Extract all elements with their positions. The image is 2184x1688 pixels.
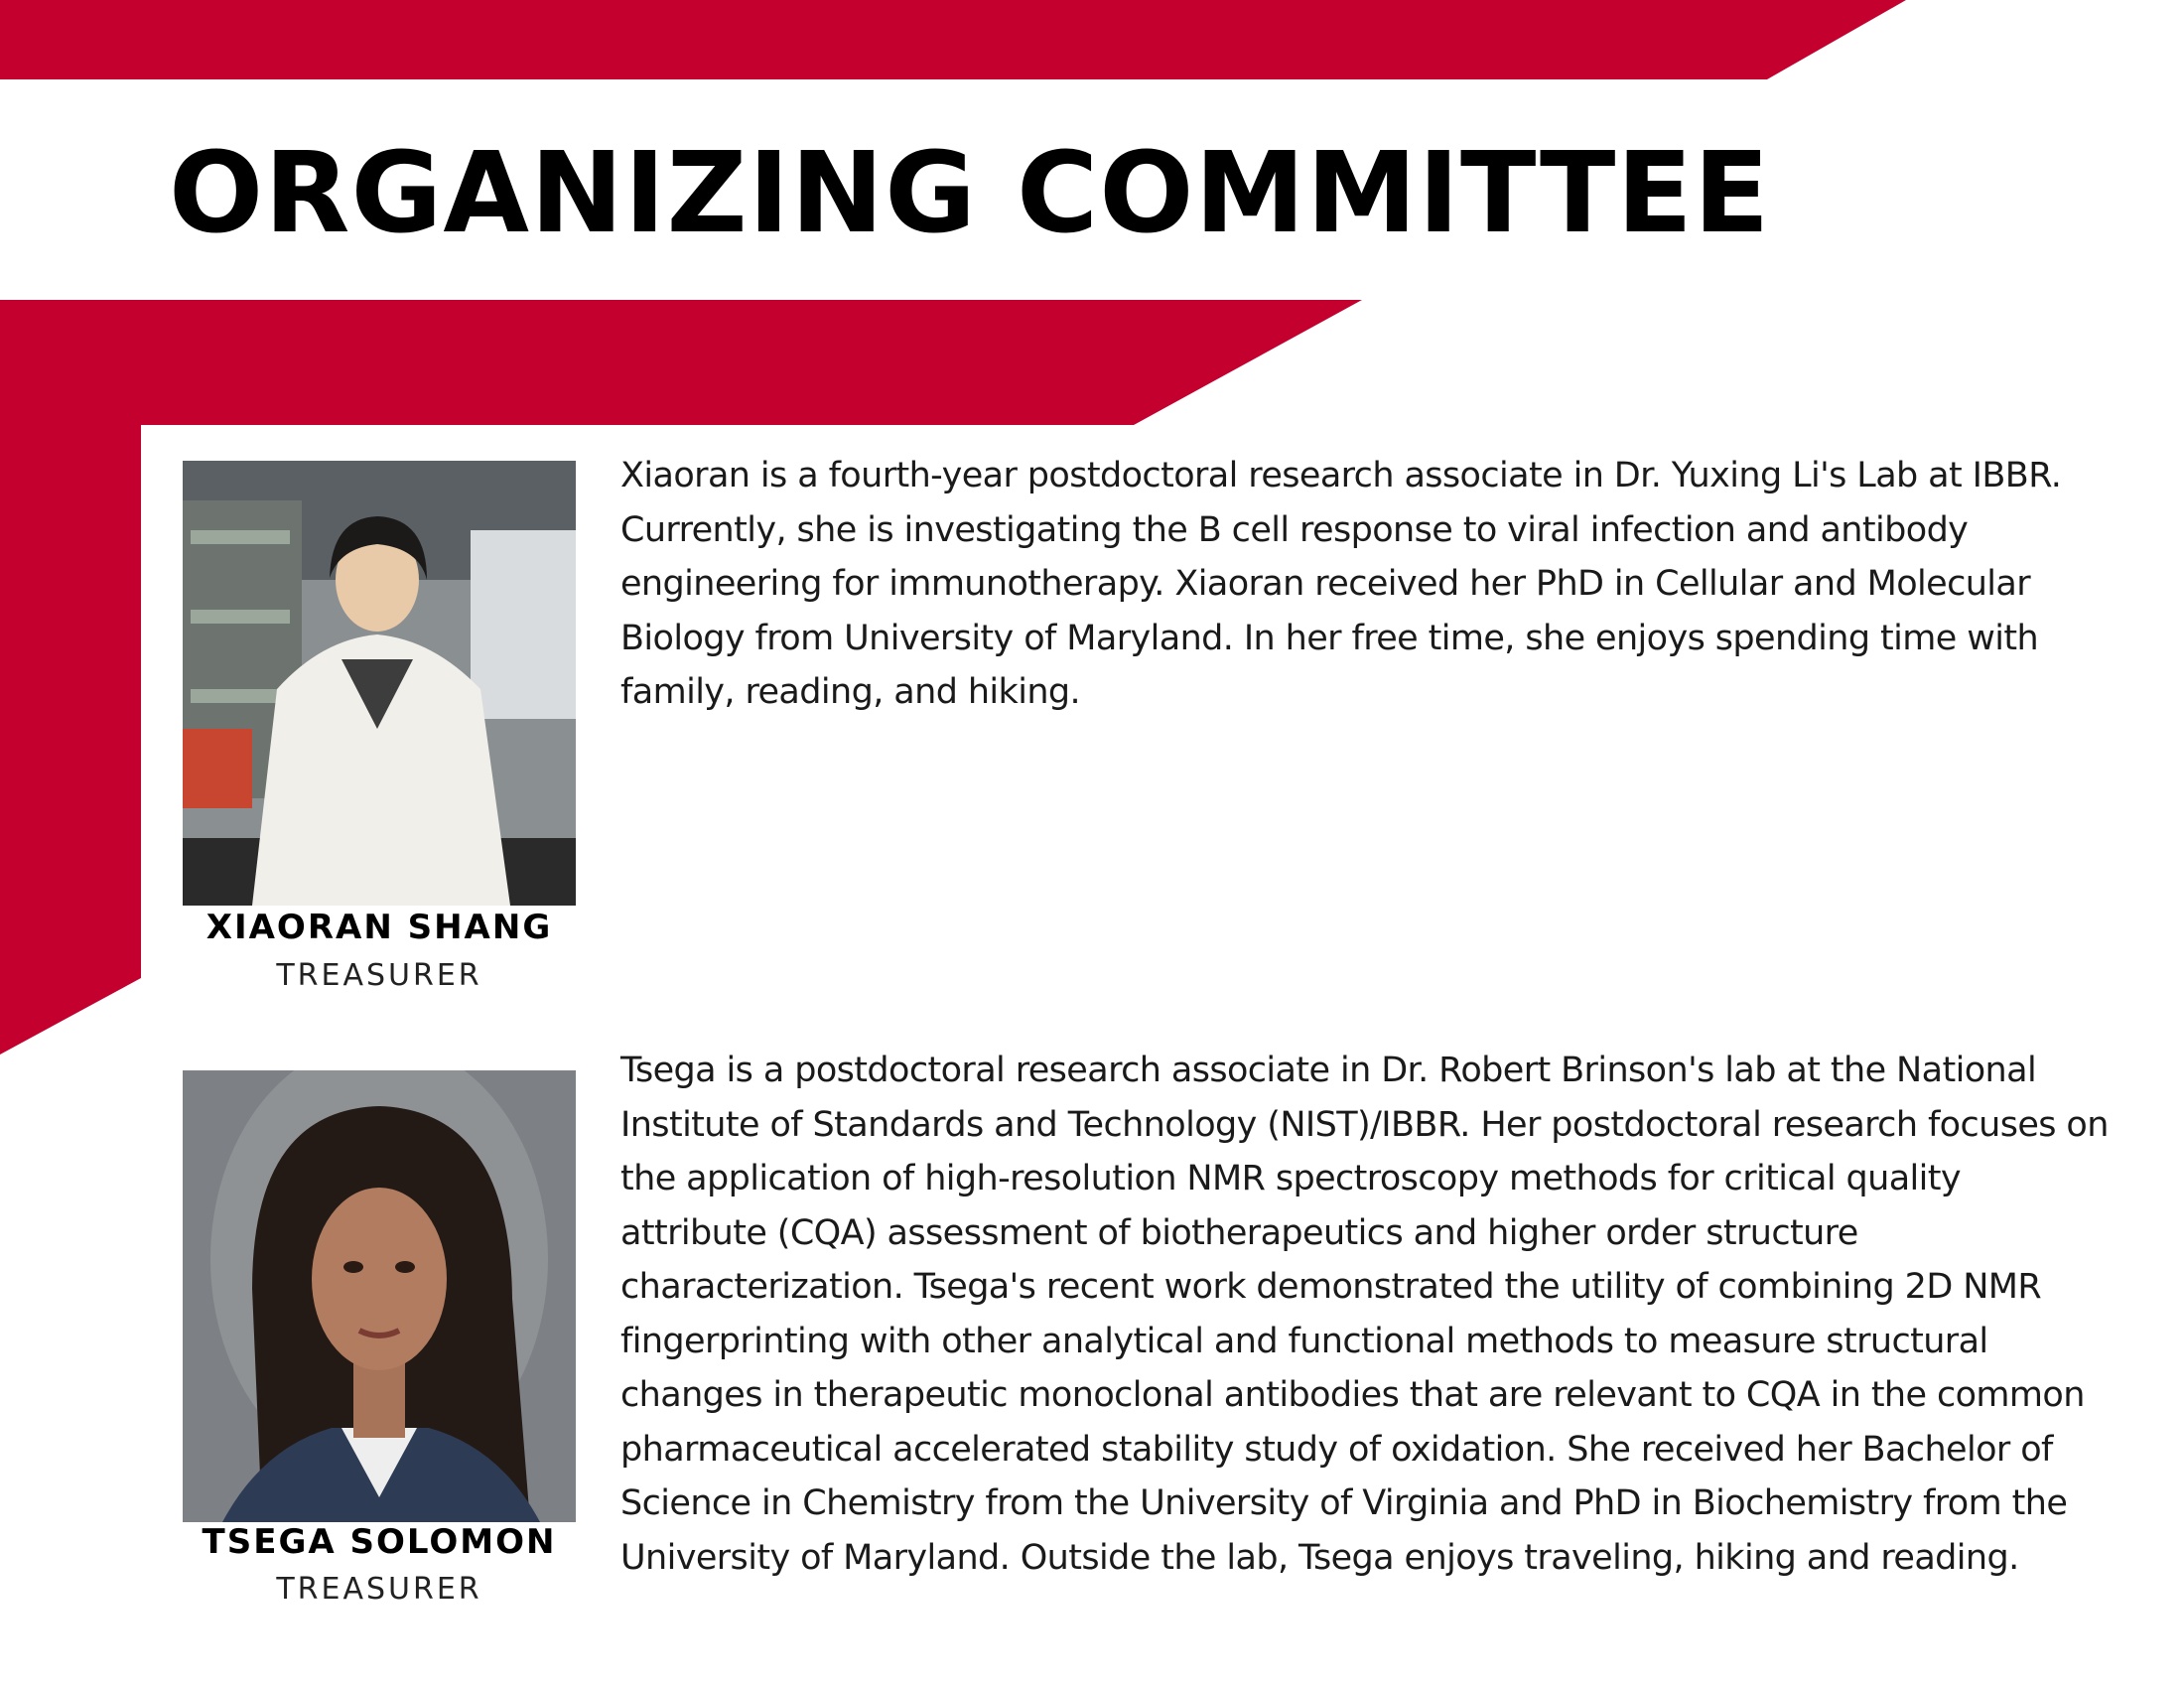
portrait-photo-tsega [183,1070,576,1522]
bio-text: is a fourth-year postdoctoral research associate in Dr. Yuxing Li's Lab at IBBR. Currently, she is investigating the B cell response to viral infection and antibody engineering for immunotherapy. Xiaoran received her PhD in Cellular and Molecular Biology from University of Maryland. In her free time, she enjoys spending time with family, reading, and hiking. [620,456,2062,712]
page-title: ORGANIZING COMMITTEE [169,129,1771,258]
bio-lead-name: Tsega [620,1051,717,1090]
top-red-band [0,0,1906,79]
portrait-photo-xiaoran [183,461,576,906]
member-bio [620,449,2110,720]
member-role: TREASURER [276,1572,482,1607]
member-name: XIAORAN SHANG [205,908,553,947]
member-name: TSEGA SOLOMON [202,1522,557,1562]
member-role: TREASURER [276,958,482,993]
bio-text: is a postdoctoral research associate in Dr. Robert Brinson's lab at the National Institute of Standards and Technology (NIST)/IBBR. Her postdoctoral research focuses on the application of high-resolution NMR spectroscopy methods for critical quality attribute (CQA) assessment of biotherapeutics and higher order structure characterization. Tsega's recent work demonstrated the utility of combining 2D NMR fingerprinting with other analytical and functional methods to measure structural changes in therapeutic monoclonal antibodies that are relevant to CQA in the common pharmaceutical accelerated stability study of oxidation. She received her Bachelor of Science in Chemistry from the University of Virginia and PhD in Biochemistry from the University of Maryland. Outside the lab, Tsega enjoys traveling, hiking and reading. [620,1051,2109,1578]
member-bio [620,1044,2110,1585]
bio-lead-name: Xiaoran [620,456,751,495]
